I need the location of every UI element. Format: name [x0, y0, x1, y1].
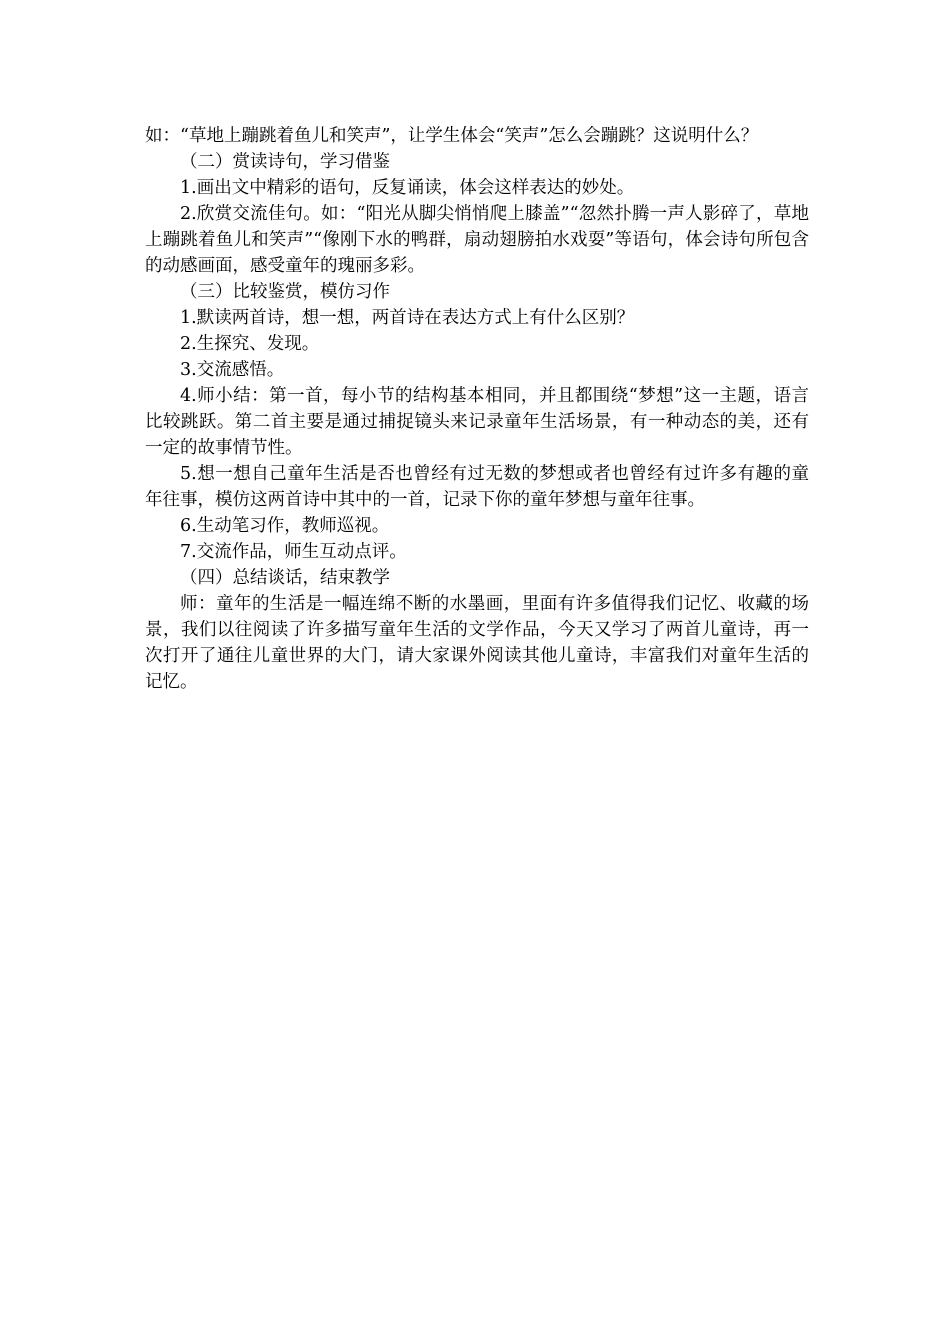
list-item: 4.师小结：第一首，每小节的结构基本相同，并且都围绕“梦想”这一主题，语言比较跳跃。第二首主要是通过捕捉镜头来记录童年生活场景，有一种动态的美，还有一定的故事情节性。 [145, 386, 809, 458]
list-item: 1.默读两首诗，想一想，两首诗在表达方式上有什么区别？ [180, 308, 635, 328]
list-item: 3.交流感悟。 [180, 360, 285, 380]
list-item: 5.想一想自己童年生活是否也曾经有过无数的梦想或者也曾经有过许多有趣的童年往事，模仿这两首诗中其中的一首，记录下你的童年梦想与童年往事。 [145, 464, 809, 510]
list-item: 6.生动笔习作，教师巡视。 [180, 516, 390, 536]
paragraph-example-question: 如：“草地上蹦跳着鱼儿和笑声”，让学生体会“笑声”怎么会蹦跳？这说明什么？ [145, 126, 759, 146]
section-heading-3: （三）比较鉴赏，模仿习作 [180, 282, 390, 302]
list-item: 7.交流作品，师生互动点评。 [180, 542, 407, 562]
document-body [145, 123, 809, 695]
paragraph-teacher-summary: 师：童年的生活是一幅连绵不断的水墨画，里面有许多值得我们记忆、收藏的场景，我们以往阅读了许多描写童年生活的文学作品，今天又学习了两首儿童诗，再一次打开了通往儿童世界的大门，请大家课外阅读其他儿童诗，丰富我们对童年生活的记忆。 [145, 594, 809, 692]
section-heading-4: （四）总结谈话，结束教学 [180, 568, 390, 588]
section-heading-2: （二）赏读诗句，学习借鉴 [180, 152, 390, 172]
list-item: 2.欣赏交流佳句。如：“阳光从脚尖悄悄爬上膝盖”“忽然扑腾一声人影碎了，草地上蹦跳着鱼儿和笑声”“像刚下水的鸭群，扇动翅膀拍水戏耍”等语句，体会诗句所包含的动感画面，感受童年的瑰丽多彩。 [145, 204, 809, 276]
list-item: 2.生探究、发现。 [180, 334, 320, 354]
list-item: 1.画出文中精彩的语句，反复诵读，体会这样表达的妙处。 [180, 178, 635, 198]
